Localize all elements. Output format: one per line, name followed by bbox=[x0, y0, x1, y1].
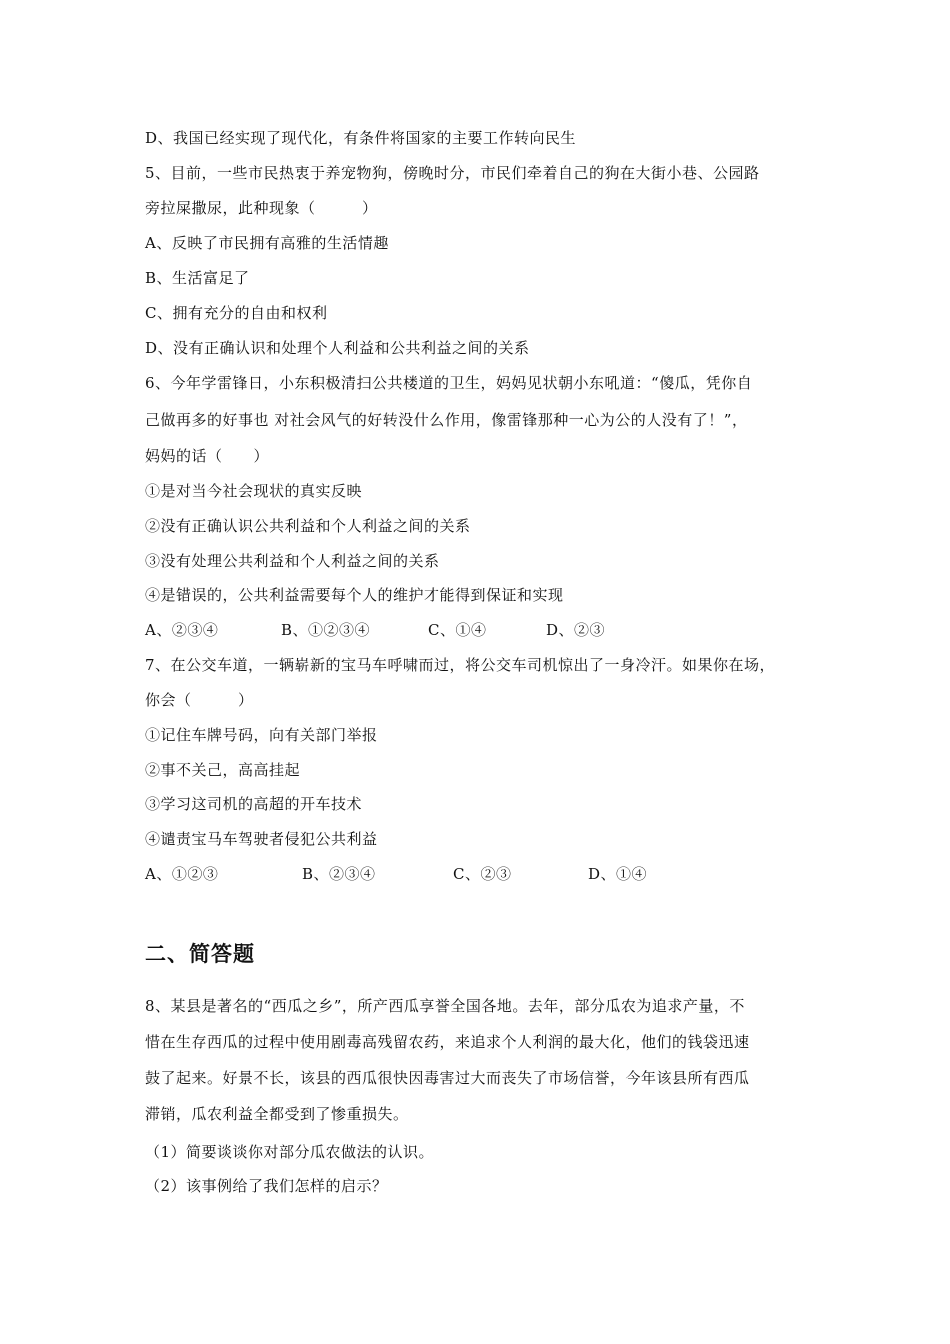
q6-statement-1: ①是对当今社会现状的真实反映 bbox=[145, 482, 363, 500]
q8-sub-question-1: （1）简要谈谈你对部分瓜农做法的认识。 bbox=[145, 1143, 435, 1161]
q7-statement-3: ③学习这司机的高超的开车技术 bbox=[145, 795, 363, 813]
q8-stem-line-1: 8、某县是著名的“西瓜之乡”，所产西瓜享誉全国各地。去年，部分瓜农为追求产量，不 bbox=[145, 997, 745, 1015]
q6-option-a: A、②③④ bbox=[145, 621, 219, 639]
q8-sub-question-2: （2）该事例给了我们怎样的启示？ bbox=[145, 1177, 388, 1195]
q6-option-c: C、①④ bbox=[428, 621, 487, 639]
q5-stem-line-1: 5、目前，一些市民热衷于养宠物狗，傍晚时分，市民们牵着自己的狗在大街小巷、公园路 bbox=[145, 164, 760, 182]
q6-option-d: D、②③ bbox=[546, 621, 606, 639]
q8-stem-line-2: 惜在生存西瓜的过程中使用剧毒高残留农药，来追求个人利润的最大化，他们的钱袋迅速 bbox=[145, 1033, 750, 1051]
q6-stem-line-2: 己做再多的好事也 对社会风气的好转没什么作用，像雷锋那种一心为公的人没有了！”， bbox=[145, 411, 748, 429]
q7-options-row bbox=[145, 864, 647, 884]
q7-statement-2: ②事不关己，高高挂起 bbox=[145, 761, 301, 779]
q7-statement-4: ④谴责宝马车驾驶者侵犯公共利益 bbox=[145, 830, 378, 848]
q7-option-b: B、②③④ bbox=[302, 865, 376, 883]
q5-option-a: A、反映了市民拥有高雅的生活情趣 bbox=[145, 234, 389, 252]
q6-statement-3: ③没有处理公共利益和个人利益之间的关系 bbox=[145, 552, 440, 570]
q4-option-d: D、我国已经实现了现代化，有条件将国家的主要工作转向民生 bbox=[145, 129, 577, 147]
q8-stem-line-4: 滞销，瓜农利益全都受到了惨重损失。 bbox=[145, 1105, 409, 1123]
q5-option-d: D、没有正确认识和处理个人利益和公共利益之间的关系 bbox=[145, 339, 530, 357]
q7-option-a: A、①②③ bbox=[145, 865, 219, 883]
section-heading: 二、简答题 bbox=[145, 942, 255, 966]
q6-option-b: B、①②③④ bbox=[281, 621, 371, 639]
q7-stem-line-2: 你会（ ） bbox=[145, 691, 254, 709]
q7-option-c: C、②③ bbox=[453, 865, 512, 883]
q5-stem-line-2: 旁拉屎撒尿，此种现象（ ） bbox=[145, 199, 378, 217]
q6-statement-4: ④是错误的，公共利益需要每个人的维护才能得到保证和实现 bbox=[145, 586, 564, 604]
q7-option-d: D、①④ bbox=[588, 865, 648, 883]
q6-options-row bbox=[145, 620, 605, 640]
q5-option-b: B、生活富足了 bbox=[145, 269, 250, 287]
q7-statement-1: ①记住车牌号码，向有关部门举报 bbox=[145, 726, 378, 744]
q6-statement-2: ②没有正确认识公共利益和个人利益之间的关系 bbox=[145, 517, 471, 535]
q5-option-c: C、拥有充分的自由和权利 bbox=[145, 304, 328, 322]
q6-stem-line-1: 6、今年学雷锋日，小东积极清扫公共楼道的卫生，妈妈见状朝小东吼道：“傻瓜，凭你自 bbox=[145, 374, 753, 392]
q8-stem-line-3: 鼓了起来。好景不长，该县的西瓜很快因毒害过大而丧失了市场信誉，今年该县所有西瓜 bbox=[145, 1069, 750, 1087]
q7-stem-line-1: 7、在公交车道，一辆崭新的宝马车呼啸而过，将公交车司机惊出了一身冷汗。如果你在场， bbox=[145, 656, 776, 674]
q6-stem-line-3: 妈妈的话（ ） bbox=[145, 447, 270, 465]
